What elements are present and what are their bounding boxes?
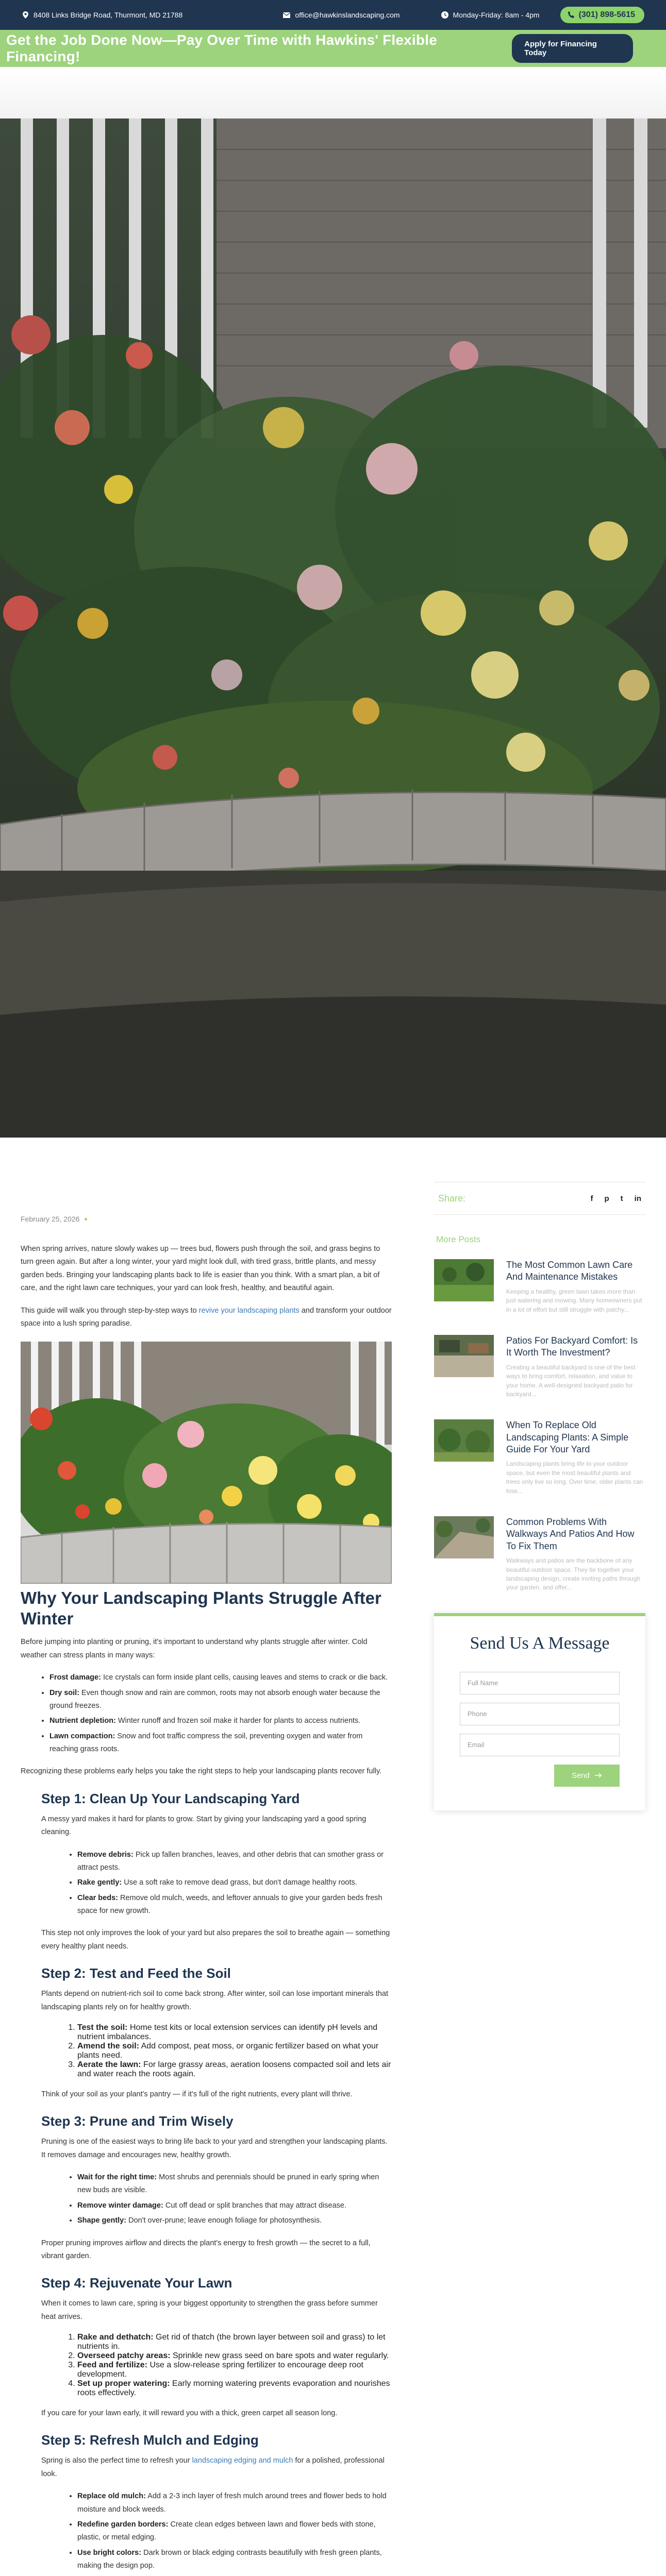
post-thumbnail[interactable] — [434, 1259, 494, 1301]
post-date-text: February 25, 2026 — [21, 1215, 80, 1223]
step2-paragraph: Plants depend on nutrient-rich soil to come back strong. After winter, soil can lose important minerals that landscaping plants rely on for healthy growth. — [41, 1990, 388, 2011]
financing-banner — [0, 30, 666, 67]
step5-text: Spring is also the perfect time to refresh your — [41, 2456, 192, 2465]
address-text: 8408 Links Bridge Road, Thurmont, MD 21788 — [34, 11, 183, 19]
separator-dot — [85, 1218, 87, 1221]
list-item: • Nutrient depletion: Winter runoff and frozen soil make it harder for plants to access nutrients. — [49, 1715, 392, 1727]
why-after: Recognizing these problems early helps you take the right steps to help your landscaping plants recover fully. — [21, 1767, 382, 1776]
pinterest-icon[interactable]: p — [604, 1194, 609, 1203]
top-contact-bar — [0, 0, 666, 30]
location-icon — [22, 11, 29, 19]
step3-heading: Step 3: Prune and Trim Wisely — [41, 2113, 234, 2129]
facebook-icon[interactable]: f — [590, 1194, 593, 1203]
list-item: • Frost damage: Ice crystals can form inside plant cells, causing leaves and stems to crack or die back. — [49, 1671, 392, 1684]
hours-text: Monday-Friday: 8am - 4pm — [453, 11, 540, 19]
step5-list — [77, 2490, 392, 2572]
why-list — [49, 1671, 392, 1756]
list-item: • Use bright colors: Dark brown or black edging contrasts beautifully with fresh green plants, making the design pop. — [77, 2547, 392, 2573]
intro-paragraph-2 — [21, 1304, 392, 1331]
twitter-icon[interactable]: t — [620, 1194, 623, 1203]
phone-button[interactable] — [560, 7, 644, 23]
post-thumbnail[interactable] — [434, 1419, 494, 1462]
article — [21, 1138, 392, 2576]
share-label: Share: — [438, 1193, 466, 1204]
step1-list — [77, 1849, 392, 1918]
list-item: 3. Feed and fertilize: Use a slow-release spring fertilizer to encourage deep root development. — [77, 2361, 392, 2379]
intro-paragraph: When spring arrives, nature slowly wakes up — trees bud, flowers push through the soil, and grass begins to turn green again. But after a long winter, your yard might look dull, with tired grass, brittle plants, and messy garden beds. Bringing your landscaping plants back to life is easier than you think. With a smart plan, a bit of care, and the right lawn care techniques, your yard can look fresh, healthy, and beautiful again. — [21, 1245, 380, 1293]
send-wrapper — [460, 1765, 620, 1787]
intro2-text: This guide will walk you through step-by-step ways to — [21, 1306, 199, 1315]
post-thumbnail[interactable] — [434, 1335, 494, 1377]
list-item: • Rake gently: Use a soft rake to remove dead grass, but don't damage healthy roots. — [77, 1876, 392, 1889]
arrow-right-icon — [595, 1771, 602, 1780]
clock-icon — [441, 11, 448, 19]
recent-post[interactable] — [434, 1419, 645, 1496]
post-excerpt: Keeping a healthy, green lawn takes more than just watering and mowing. Many homeowners put in a lot of effort but still struggle with patchy... — [506, 1287, 642, 1313]
full-name-placeholder: Full Name — [468, 1679, 498, 1687]
step4-heading: Step 4: Rejuvenate Your Lawn — [41, 2275, 232, 2291]
article-image — [21, 1342, 392, 1584]
list-item: 3. Aerate the lawn: For large grassy areas, aeration loosens compacted soil and lets air and water reach the roots again. — [77, 2060, 392, 2079]
step3-after: Proper pruning improves airflow and directs the plant's energy to fresh growth — the secret to a full, vibrant garden. — [41, 2239, 371, 2260]
sidebar — [434, 1138, 645, 2576]
send-label: Send — [571, 1771, 590, 1780]
phone-field[interactable] — [460, 1703, 620, 1725]
step2-after: Think of your soil as your plant's pantry — if it's full of the right nutrients, every plant will thrive. — [41, 2090, 353, 2098]
step4-after: If you care for your lawn early, it will reward you with a thick, green carpet all season long. — [41, 2409, 338, 2418]
step5-heading: Step 5: Refresh Mulch and Edging — [41, 2432, 259, 2448]
recent-posts-title: More Posts — [436, 1234, 480, 1244]
post-title[interactable]: Common Problems With Walkways And Patios And How To Fix Them — [506, 1517, 635, 1551]
step1-after: This step not only improves the look of your yard but also prepares the soil to breathe again — something every healthy plant needs. — [41, 1929, 390, 1951]
step4-list — [77, 2333, 392, 2398]
list-item: 2. Overseed patchy areas: Sprinkle new grass seed on bare spots and water regularly. — [77, 2351, 392, 2361]
list-item: 1. Rake and dethatch: Get rid of thatch (the brown layer between soil and grass) to let nutrients in. — [77, 2333, 392, 2351]
list-item: 1. Test the soil: Home test kits or local extension services can identify pH levels and nutrient imbalances. — [77, 2023, 392, 2042]
step3-list — [77, 2171, 392, 2228]
recent-post[interactable] — [434, 1259, 645, 1314]
send-button[interactable] — [554, 1765, 620, 1787]
step4-paragraph: When it comes to lawn care, spring is your biggest opportunity to strengthen the grass before summer heat arrives. — [41, 2299, 378, 2321]
list-item: • Wait for the right time: Most shrubs and perennials should be pruned in early spring when new buds are visible. — [77, 2171, 392, 2197]
list-item: • Lawn compaction: Snow and foot traffic compress the soil, preventing oxygen and water from reaching grass roots. — [49, 1730, 392, 1756]
post-title[interactable]: The Most Common Lawn Care And Maintenance Mistakes — [506, 1260, 633, 1282]
list-item: • Redefine garden borders: Create clean edges between lawn and flower beds with stone, plastic, or metal edging. — [77, 2518, 392, 2545]
recent-post[interactable] — [434, 1335, 645, 1399]
list-item: • Remove winter damage: Cut off dead or split branches that may attract disease. — [77, 2199, 392, 2212]
edging-mulch-link[interactable]: landscaping edging and mulch — [192, 2456, 293, 2465]
step5-text-end: for a polished, professional look. — [41, 2456, 385, 2478]
share-bar — [434, 1182, 645, 1215]
list-item: • Dry soil: Even though snow and rain are common, roots may not absorb enough water because the ground freezes. — [49, 1687, 392, 1713]
list-item: • Shape gently: Don't over-prune; leave enough foliage for photosynthesis. — [77, 2214, 392, 2227]
hero-image — [0, 67, 666, 1138]
email-placeholder: Email — [468, 1741, 485, 1749]
post-excerpt: Landscaping plants bring life to your outdoor space, but even the most beautiful plants and trees only live so long. Over time, older plants can lose... — [506, 1460, 643, 1495]
step2-heading: Step 2: Test and Feed the Soil — [41, 1965, 231, 1981]
phone-text[interactable]: (301) 898-5615 — [578, 10, 635, 19]
content-area — [0, 1138, 666, 2576]
mail-icon — [283, 11, 290, 19]
why-heading: Why Your Landscaping Plants Struggle After Winter — [21, 1588, 381, 1628]
business-hours — [441, 11, 540, 19]
list-item: • Remove debris: Pick up fallen branches, leaves, and other debris that can smother grass or attract pests. — [77, 1849, 392, 1875]
post-title[interactable]: When To Replace Old Landscaping Plants: A Simple Guide For Your Yard — [506, 1420, 629, 1455]
step1-paragraph: A messy yard makes it hard for plants to grow. Start by giving your landscaping yard a good spring cleaning. — [41, 1815, 367, 1837]
contact-form — [434, 1613, 645, 1810]
full-name-field[interactable] — [460, 1672, 620, 1694]
financing-message: Get the Job Done Now—Pay Over Time with Hawkins' Flexible Financing! — [6, 32, 437, 64]
revive-plants-link[interactable]: revive your landscaping plants — [198, 1306, 299, 1315]
recent-post[interactable] — [434, 1516, 645, 1592]
post-excerpt: Creating a beautiful backyard is one of the best ways to bring comfort, relaxation, and value to your home. A well-designed backyard patio for backyard... — [506, 1363, 636, 1398]
phone-placeholder: Phone — [468, 1710, 487, 1718]
phone-icon — [568, 11, 575, 19]
step2-list — [77, 2023, 392, 2079]
list-item: 2. Amend the soil: Add compost, peat moss, or organic fertilizer based on what your plants need. — [77, 2042, 392, 2060]
list-item: 4. Set up proper watering: Early morning watering prevents evaporation and nourishes roots effectively. — [77, 2379, 392, 2398]
list-item: • Replace old mulch: Add a 2-3 inch layer of fresh mulch around trees and flower beds to hold moisture and block weeds. — [77, 2490, 392, 2516]
post-excerpt: Walkways and patios are the backbone of any beautiful outdoor space. They tie together your landscaping design, create inviting paths through your garden, and offer... — [506, 1557, 641, 1591]
why-paragraph: Before jumping into planting or pruning, it's important to understand why plants struggle after winter. Cold weather can stress plants in many ways: — [21, 1638, 368, 1659]
step1-heading: Step 1: Clean Up Your Landscaping Yard — [41, 1790, 300, 1806]
step3-paragraph: Pruning is one of the easiest ways to bring life back to your yard and strengthen your landscaping plants. It removes damage and encourages new, healthy growth. — [41, 2138, 388, 2159]
address — [22, 11, 182, 19]
linkedin-icon[interactable]: in — [634, 1194, 641, 1203]
intro2-text-end: and transform your outdoor space into a lush spring paradise. — [21, 1306, 392, 1328]
post-thumbnail[interactable] — [434, 1516, 494, 1558]
email-text[interactable]: office@hawkinslandscaping.com — [295, 11, 400, 19]
email-field[interactable] — [460, 1734, 620, 1756]
form-title: Send Us A Message — [470, 1633, 610, 1653]
email[interactable] — [283, 11, 399, 19]
post-date — [21, 1215, 392, 1223]
post-title[interactable]: Patios For Backyard Comfort: Is It Worth The Investment? — [506, 1335, 638, 1358]
step5-paragraph — [41, 2454, 392, 2481]
list-item: • Clear beds: Remove old mulch, weeds, and leftover annuals to give your garden beds fresh space for new growth. — [77, 1892, 392, 1918]
apply-financing-button[interactable]: Apply for Financing Today — [512, 34, 633, 63]
